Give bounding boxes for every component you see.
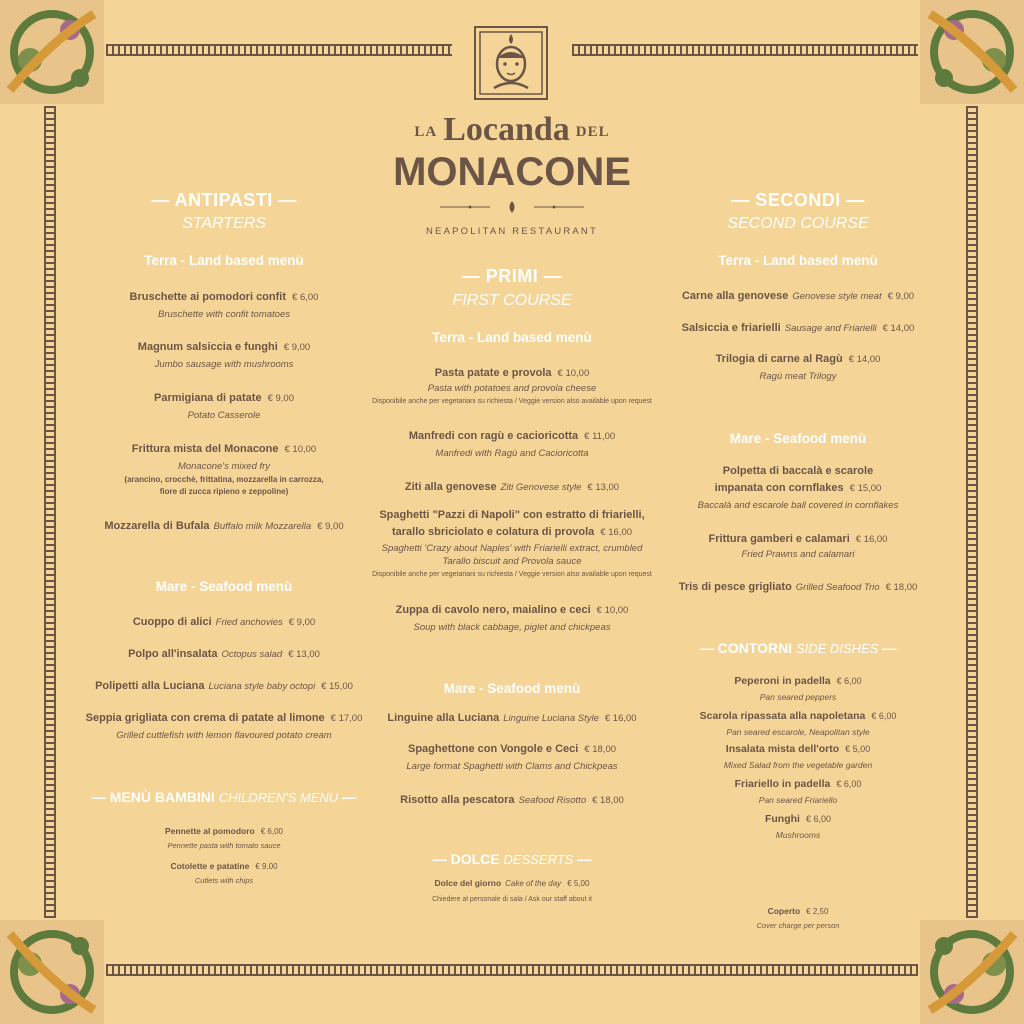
menu-item: Ziti alla genovese Ziti Genovese style € 13,00 <box>404 481 620 493</box>
primi-subtitle: FIRST COURSE <box>452 292 572 309</box>
antipasti-title: — ANTIPASTI — <box>151 190 297 210</box>
border-right <box>966 106 978 918</box>
brand-la: LA <box>414 124 438 141</box>
menu-item: Peperoni in padella € 6,00 Pan seared peppers <box>734 675 862 702</box>
dolce-title: — DOLCE DESSERTS — <box>432 851 592 867</box>
brand-locanda: Locanda <box>443 111 570 148</box>
menu-item: Pennette al pomodoro € 6,00 Pennette pasta with tomato sauce <box>165 826 283 850</box>
menu-item: Bruschette ai pomodori confit € 6,00 Bruschette with confit tomatoes <box>129 291 319 320</box>
menu-item: Scarola ripassata alla napoletana € 6,00 Pan seared escarole, Neapolitan style <box>699 710 897 737</box>
menu-item: Risotto alla pescatora Seafood Risotto € 18,00 <box>400 794 624 806</box>
menu-item: Funghi € 6,00 Mushrooms <box>764 813 832 840</box>
primi-terra-title: Terra - Land based menù <box>432 330 592 345</box>
border-top-left <box>106 44 452 56</box>
menu-item: Seppia grigliata con crema di patate al limone € 17,00 Grilled cuttlefish with lemon flavoured potato cream <box>85 712 363 741</box>
menu-item: Magnum salsiccia e funghi € 9,00 Jumbo sausage with mushrooms <box>137 341 311 370</box>
contorni-title: — CONTORNI SIDE DISHES — <box>699 640 897 656</box>
corner-tile-bottom-left <box>0 920 104 1024</box>
border-top-right <box>572 44 918 56</box>
menu-item: Parmigiana di patate € 9,00 Potato Casserole <box>153 392 294 421</box>
secondi-title: — SECONDI — <box>731 190 865 210</box>
menu-item: Spaghetti "Pazzi di Napoli" con estratto di friarielli, tarallo sbriciolato e colatura di provola € 16,00 Spaghetti 'Crazy about Naples' with Friarielli extract, crumbled Tarallo biscuit and Provola sauce Disponibile anche per vegetariani su richiesta / Veggie version also available upon request <box>372 509 652 578</box>
primi-mare-title: Mare - Seafood menù <box>443 681 581 696</box>
tagline: NEAPOLITAN RESTAURANT <box>425 226 598 237</box>
menu-item: Frittura mista del Monacone € 10,00 Monacone's mixed fry (arancino, crocchè, frittatina, mozzarella in carrozza, fiore di zucca ripieno e zeppoline) <box>124 443 324 496</box>
menu-item: Insalata mista dell'orto € 5,00 Mixed Salad from the vegetable garden <box>723 743 873 770</box>
antipasti-mare-title: Mare - Seafood menù <box>155 579 293 594</box>
border-bottom <box>106 964 918 976</box>
menu-item: Manfredi con ragù e cacioricotta € 11,00 Manfredi with Ragù and Cacioricotta <box>408 430 616 459</box>
corner-tile-bottom-right <box>920 920 1024 1024</box>
menu-item: Cotolette e patatine € 9,00 Cutlets with chips <box>170 861 278 885</box>
menu-item: Polpo all'insalata Octopus salad € 13,00 <box>128 648 320 660</box>
menu-item: Cuoppo di alici Fried anchovies € 9,00 <box>132 616 316 628</box>
menu-item: Polipetti alla Luciana Luciana style baby octopi € 15,00 <box>95 680 353 692</box>
menu-item: Mozzarella di Bufala Buffalo milk Mozzarella € 9,00 <box>104 520 344 532</box>
secondi-mare-title: Mare - Seafood menù <box>729 431 867 446</box>
menu-item: Linguine alla Luciana Linguine Luciana Style € 16,00 <box>387 712 637 724</box>
menu-item: Trilogia di carne al Ragù € 14,00 Ragù meat Trilogy <box>715 353 881 382</box>
menu-item: Spaghettone con Vongole e Ceci € 18,00 Large format Spaghetti with Clams and Chickpeas <box>406 743 618 772</box>
bambini-title: — MENÙ BAMBINI CHILDREN'S MENU — <box>91 789 357 805</box>
primi-title: — PRIMI — <box>461 266 563 286</box>
brand-del: DEL <box>575 124 610 141</box>
menu-item: Carne alla genovese Genovese style meat € 9,00 <box>681 290 915 302</box>
menu-item: Friariello in padella € 6,00 Pan seared Friariello <box>734 778 862 805</box>
menu-item: Dolce del giorno Cake of the day € 5,00 Chiedere al personale di sala / Ask our staff about it <box>432 878 592 903</box>
border-left <box>44 106 56 918</box>
antipasti-terra-title: Terra - Land based menù <box>144 253 304 268</box>
cover-charge: Coperto € 2,50 Cover charge per person <box>756 906 840 930</box>
menu-item: Pasta patate e provola € 10,00 Pasta with potatoes and provola cheese Disponibile anche per vegetariani su richiesta / Veggie version also available upon request <box>372 367 652 405</box>
secondi-subtitle: SECOND COURSE <box>727 215 869 232</box>
monk-logo-icon <box>474 26 548 100</box>
restaurant-name <box>370 110 654 195</box>
corner-tile-top-right <box>920 0 1024 104</box>
brand-monacone: MONACONE <box>393 150 631 195</box>
menu-item: Frittura gamberi e calamari € 16,00 Fried Prawns and calamari <box>708 533 888 560</box>
antipasti-subtitle: STARTERS <box>182 215 266 232</box>
menu-item: Tris di pesce grigliato Grilled Seafood Trio € 18,00 <box>678 581 918 593</box>
flame-divider-icon <box>430 200 594 217</box>
menu-item: Polpetta di baccalà e scarole impanata con cornflakes € 15,00 Baccalà and escarole ball covered in cornflakes <box>697 465 899 511</box>
menu-item: Zuppa di cavolo nero, maialino e ceci € 10,00 Soup with black cabbage, piglet and chickpeas <box>395 604 629 633</box>
menu-item: Salsiccia e friarielli Sausage and Friarielli € 14,00 <box>681 322 915 334</box>
corner-tile-top-left <box>0 0 104 104</box>
secondi-terra-title: Terra - Land based menù <box>718 253 878 268</box>
